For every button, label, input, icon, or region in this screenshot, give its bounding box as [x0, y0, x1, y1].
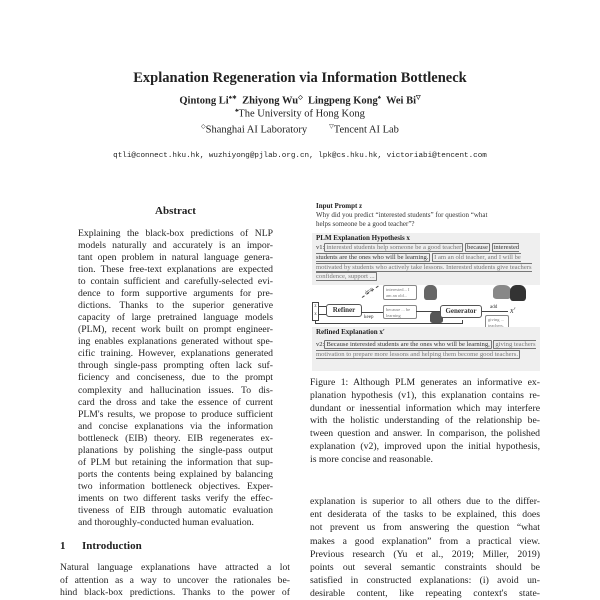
- refined-title: Refined Explanation x′: [316, 328, 385, 336]
- text-line: PLM's results, we propose to produce sufficient: [78, 408, 273, 420]
- refined-panel: [312, 327, 540, 371]
- author-list: [0, 94, 600, 107]
- author-emails: qtli@connect.hku.hk, wuzhiyong@pjlab.org.cn, lpk@cs.hku.hk, victoriabi@tencent.com: [113, 152, 487, 160]
- text-line: Previous research (Yu et al., 2019; Miller, 2019): [310, 548, 540, 560]
- zx-input-box: z x: [312, 302, 319, 321]
- text-line: hind black-box predictions. Thanks to the power of: [60, 587, 290, 599]
- text-line: of PLM but retaining the information that sup-: [78, 456, 273, 468]
- hypothesis-v1: [316, 243, 538, 282]
- author-mark: ◇: [298, 95, 303, 101]
- generator-box: Generator: [440, 305, 482, 318]
- text-line: points out several semantic constraints should be: [310, 562, 540, 573]
- pipeline-diagram: [310, 285, 542, 329]
- refined-v2: [316, 340, 538, 360]
- affiliation-hku: [0, 108, 600, 120]
- author-mark: ♠: [377, 95, 381, 101]
- text-line: ing enables explanations generated without spe-: [78, 336, 273, 348]
- v2-label: v2:: [316, 341, 325, 348]
- bypass-arrow: [315, 320, 463, 324]
- text-line: dictions. Thanks to the superior generative: [78, 300, 273, 312]
- affiliation-row: [0, 123, 600, 136]
- text-line: explanation is superior to all others due to the differ-: [310, 496, 540, 507]
- text-line: capacity of large pretrained language models: [78, 312, 273, 324]
- arrow: [416, 311, 440, 312]
- paper-title: Explanation Regeneration via Information Bottleneck: [133, 70, 467, 86]
- text-line: with the holistic understanding of the relationship be-: [310, 415, 540, 427]
- text-line: Figure 1: Although PLM generates an informative ex-: [310, 377, 540, 388]
- text-line: not prevent us from answering the question “what: [310, 522, 540, 534]
- input-prompt-title: Input Prompt z: [316, 202, 363, 210]
- text-line: card the dross and take the essence of current: [78, 396, 273, 408]
- text-line: models naturally and accurately is an impor-: [78, 240, 273, 252]
- v1-inessential-segment: I am an old teacher, and I will be motivated by students who actively take lessons. Interested students give teachers confidence, support ...: [316, 253, 532, 281]
- refiner-box: Refiner: [326, 304, 362, 317]
- text-line: and concise explanations via the information: [78, 420, 273, 432]
- text-line: and thoroughly-conducted human evaluation.: [78, 516, 254, 528]
- section-heading-introduction: [60, 540, 142, 552]
- affiliation-name: Tencent AI Lab: [333, 124, 399, 136]
- author-name: Lingpeng Kong: [307, 95, 378, 107]
- text-line: two information bottleneck objectives. Exper-: [78, 480, 273, 492]
- author-mark: ♠∗: [228, 95, 237, 101]
- text-line: tween question and answer. In comparison, the polished: [310, 428, 540, 440]
- text-line: dundant or inessential information which may interfere: [310, 402, 540, 414]
- text-line: planations by polishing the single-pass output: [78, 444, 273, 456]
- text-line: (PLM), recent work built on prompt engineer-: [78, 324, 273, 336]
- affiliation-mark: ▽: [329, 124, 334, 130]
- drop-label: drop: [364, 286, 375, 297]
- input-prompt-line: Why did you predict “interested students” for question “what: [316, 211, 488, 219]
- v1-label: v1:: [316, 244, 325, 251]
- section-number: 1: [60, 540, 66, 552]
- text-line: ent desiderata of the tasks to be explained, this does: [310, 509, 540, 521]
- text-line: of attention as a way to uncover the rationales be-: [60, 574, 290, 586]
- text-line: cific training. However, explanations generated: [78, 348, 273, 360]
- text-line: tion. These free-text explanations are expected: [78, 264, 273, 276]
- text-line: desirable content, like repeating context's state-: [310, 588, 540, 600]
- text-line: iments on two different tasks verify the effec-: [78, 492, 273, 504]
- v1-kept-segment: interested students are the ones who will be learning.: [316, 244, 520, 261]
- affiliation-name: Shanghai AI Laboratory: [205, 124, 308, 136]
- text-line: tant open problem in natural language genera-: [78, 252, 273, 264]
- character-image-icon: [510, 285, 526, 301]
- text-line: makes a good explanation” from a practical view.: [310, 535, 540, 547]
- text-line: ficiency and conciseness, due to the prompt: [78, 372, 273, 384]
- input-prompt-line: helps someone be a good teacher”?: [316, 220, 415, 228]
- author-name: Wei Bi: [385, 95, 416, 107]
- output-label: x′: [510, 306, 516, 315]
- hypothesis-title: PLM Explanation Hypothesis x: [316, 234, 410, 242]
- text-line: planation hypothesis (v1), this explanation contains re-: [310, 389, 540, 401]
- text-line: bottleneck (EIB) theory. EIB regenerates ex-: [78, 432, 273, 444]
- kept-text-box: because ... be learning: [383, 305, 417, 319]
- keep-label: keep: [364, 315, 374, 320]
- dropped-text-box: interested... I am an old...: [383, 285, 417, 300]
- author-name: Qintong Li: [179, 95, 229, 107]
- text-line: through single-pass prompting often lack suf-: [78, 360, 273, 372]
- add-label: add: [490, 305, 498, 310]
- arrow: [319, 314, 326, 315]
- text-line: tiveness of EIB through automatic evaluation: [78, 504, 273, 516]
- text-line: to contain sufficient and carefully-selected evi-: [78, 276, 273, 288]
- author-name: Zhiyong Wu: [242, 95, 299, 107]
- affiliation-mark: ◇: [201, 124, 206, 130]
- arrow: [319, 306, 326, 307]
- text-line: satisfied in constructed explanations: (i) avoid un-: [310, 575, 540, 587]
- added-text-box: giving ... teachers.: [485, 315, 509, 330]
- text-line: explanation (v2), improved upon the initial hypothesis,: [310, 441, 540, 452]
- character-image-icon: [493, 285, 511, 299]
- affiliation-name: The University of Hong Kong: [238, 108, 365, 120]
- abstract-heading: Abstract: [155, 205, 196, 217]
- text-line: is more concise and reasonable.: [310, 453, 433, 465]
- author-mark: ▽: [416, 95, 421, 101]
- figure-1: [310, 202, 542, 372]
- character-image-icon: [424, 285, 437, 300]
- text-line: dence to form supportive arguments for pre-: [78, 288, 273, 300]
- text-line: complexity and hallucination issues. To dis-: [78, 384, 273, 396]
- v2-added-segment: giving teachers motivation to prepare more lessons and helping them become good teachers.: [316, 341, 536, 358]
- hypothesis-panel: [312, 233, 540, 285]
- text-line: ports the contents being explained by balancing: [78, 468, 273, 480]
- v2-kept-segment: Because interested students are the ones who will be learning,: [326, 341, 490, 348]
- section-title: Introduction: [82, 540, 142, 552]
- text-line: Natural language explanations have attracted a lot: [60, 562, 290, 573]
- v1-kept-segment: because: [467, 244, 488, 251]
- affiliation-mark: ♠: [235, 108, 239, 114]
- v1-redundant-segment: interested students help someone be a good teacher: [326, 244, 462, 251]
- text-line: Explaining the black-box predictions of NLP: [78, 228, 273, 239]
